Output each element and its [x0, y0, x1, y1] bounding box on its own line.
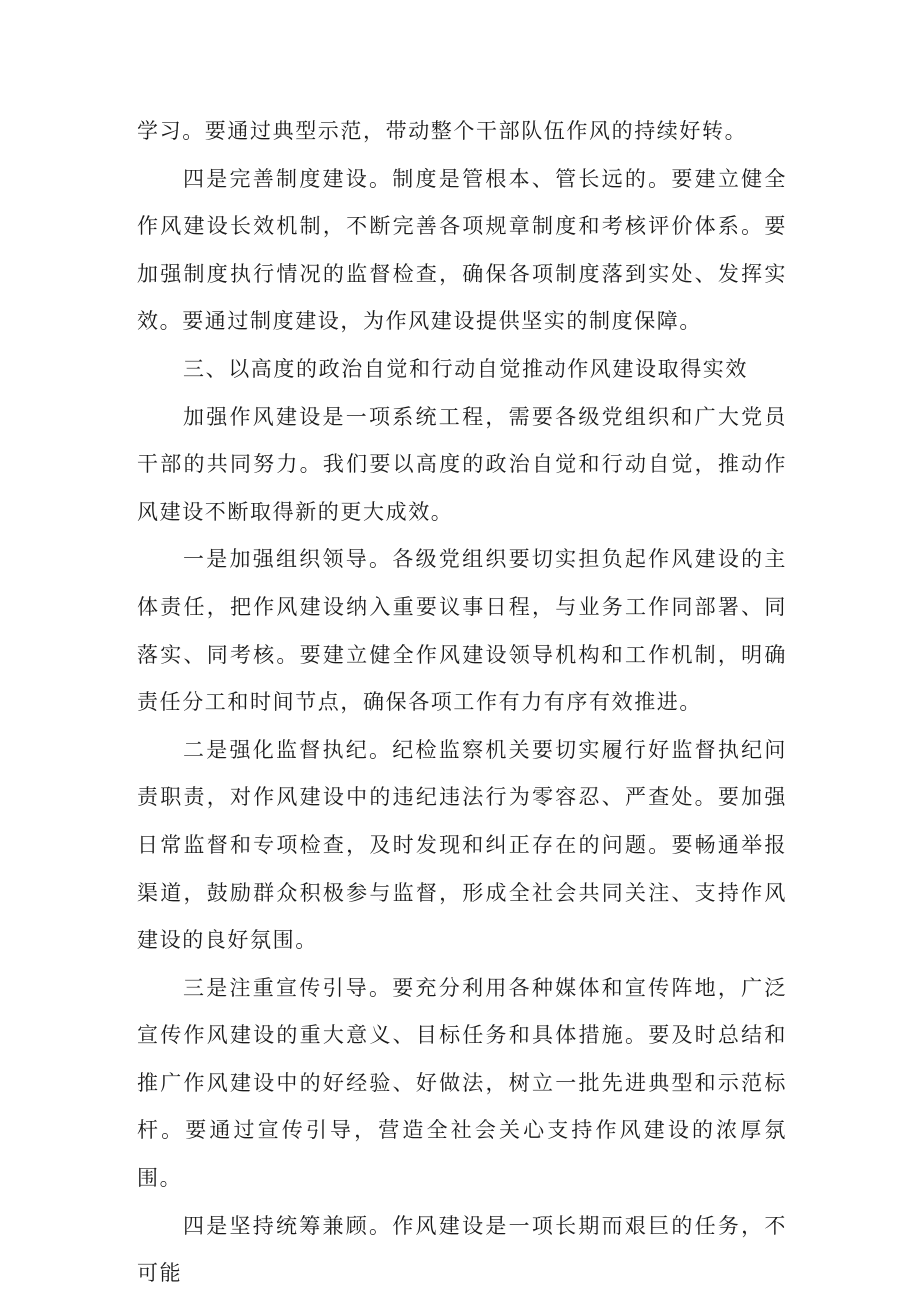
paragraph-organizational-leadership: 一是加强组织领导。各级党组织要切实担负起作风建设的主体责任，把作风建设纳入重要议事日程，与业务工作同部署、同落实、同考核。要建立健全作风建设领导机构和工作机制，明确责任分工和时间节点，确保各项工作有力有序有效推进。 [137, 547, 787, 715]
paragraph-publicity-guidance: 三是注重宣传引导。要充分利用各种媒体和宣传阵地，广泛宣传作风建设的重大意义、目标任务和具体措施。要及时总结和推广作风建设中的好经验、好做法，树立一批先进典型和示范标杆。要通过宣传引导，营造全社会关心支持作风建设的浓厚氛围。 [137, 975, 787, 1191]
paragraph-improve-system: 四是完善制度建设。制度是管根本、管长远的。要建立健全作风建设长效机制，不断完善各项规章制度和考核评价体系。要加强制度执行情况的监督检查，确保各项制度落到实处、发挥实效。要通过制度建设，为作风建设提供坚实的制度保障。 [137, 166, 787, 334]
section-heading-three: 三、以高度的政治自觉和行动自觉推动作风建设取得实效 [183, 356, 748, 381]
paragraph-supervision-discipline: 二是强化监督执纪。纪检监察机关要切实履行好监督执纪问责职责，对作风建设中的违纪违法行为零容忍、严查处。要加强日常监督和专项检查，及时发现和纠正存在的问题。要畅通举报渠道，鼓励群众积极参与监督，形成全社会共同关注、支持作风建设的良好氛围。 [137, 737, 787, 953]
paragraph-continuation: 学习。要通过典型示范，带动整个干部队伍作风的持续好转。 [137, 119, 748, 143]
paragraph-overall-planning: 四是坚持统筹兼顾。作风建设是一项长期而艰巨的任务，不可能 [137, 1213, 787, 1286]
paragraph-system-project: 加强作风建设是一项系统工程，需要各级党组织和广大党员干部的共同努力。我们要以高度的政治自觉和行动自觉，推动作风建设不断取得新的更大成效。 [137, 404, 787, 524]
document-body [137, 108, 787, 1298]
